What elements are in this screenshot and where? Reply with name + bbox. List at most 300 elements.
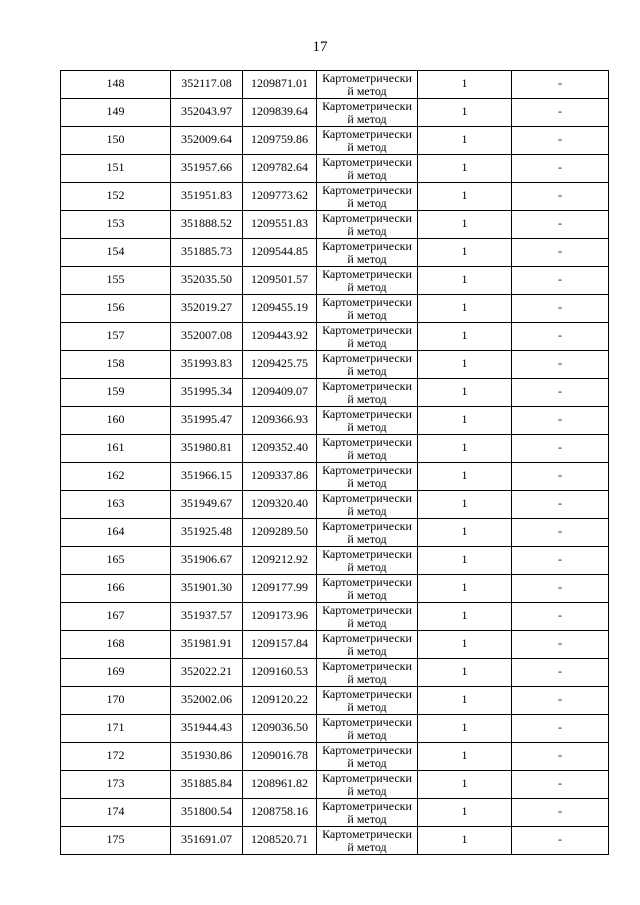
accuracy-cell	[418, 575, 512, 603]
x-coordinate-cell	[171, 99, 243, 127]
point-number: 166	[106, 580, 125, 594]
point-number: 159	[106, 384, 125, 398]
method-cell	[317, 799, 418, 827]
note-cell	[512, 687, 609, 715]
table-row	[61, 743, 609, 771]
x-coordinate: 351901.30	[181, 580, 232, 594]
note-cell	[512, 603, 609, 631]
point-number-cell	[61, 743, 171, 771]
y-coordinate: 1209544.85	[251, 244, 308, 258]
x-coordinate-cell	[171, 715, 243, 743]
note-value: -	[558, 552, 562, 566]
method-cell	[317, 267, 418, 295]
y-coordinate: 1209425.75	[251, 356, 308, 370]
point-number: 165	[106, 552, 125, 566]
note-value: -	[558, 216, 562, 230]
y-coordinate-cell	[243, 799, 317, 827]
y-coordinate-cell	[243, 463, 317, 491]
method-line-2: й метод	[347, 840, 387, 854]
point-number: 168	[106, 636, 125, 650]
y-coordinate-cell	[243, 687, 317, 715]
accuracy-cell	[418, 71, 512, 99]
x-coordinate: 352043.97	[181, 104, 232, 118]
point-number-cell	[61, 127, 171, 155]
note-value: -	[558, 664, 562, 678]
x-coordinate-cell	[171, 71, 243, 99]
table-row	[61, 351, 609, 379]
point-number-cell	[61, 435, 171, 463]
table-row	[61, 799, 609, 827]
point-number: 152	[106, 188, 125, 202]
method-line-1: Картометрически	[322, 603, 412, 617]
method-cell	[317, 491, 418, 519]
accuracy-cell	[418, 351, 512, 379]
point-number-cell	[61, 407, 171, 435]
note-cell	[512, 659, 609, 687]
accuracy-value: 1	[461, 328, 468, 342]
method-cell	[317, 435, 418, 463]
accuracy-cell	[418, 155, 512, 183]
x-coordinate: 351966.15	[181, 468, 232, 482]
note-cell	[512, 351, 609, 379]
note-cell	[512, 799, 609, 827]
accuracy-value: 1	[461, 76, 468, 90]
x-coordinate-cell	[171, 491, 243, 519]
note-cell	[512, 491, 609, 519]
method-line-2: й метод	[347, 224, 387, 238]
x-coordinate: 351885.73	[181, 244, 232, 258]
point-number-cell	[61, 575, 171, 603]
accuracy-value: 1	[461, 244, 468, 258]
accuracy-value: 1	[461, 636, 468, 650]
y-coordinate-cell	[243, 183, 317, 211]
method-line-1: Картометрически	[322, 491, 412, 505]
method-cell	[317, 743, 418, 771]
note-cell	[512, 407, 609, 435]
point-number: 162	[106, 468, 125, 482]
y-coordinate: 1209551.83	[251, 216, 308, 230]
accuracy-value: 1	[461, 524, 468, 538]
accuracy-value: 1	[461, 356, 468, 370]
x-coordinate-cell	[171, 379, 243, 407]
accuracy-cell	[418, 463, 512, 491]
method-cell	[317, 211, 418, 239]
point-number: 172	[106, 748, 125, 762]
accuracy-value: 1	[461, 384, 468, 398]
y-coordinate: 1209173.96	[251, 608, 308, 622]
y-coordinate: 1209501.57	[251, 272, 308, 286]
point-number-cell	[61, 295, 171, 323]
method-line-1: Картометрически	[322, 519, 412, 533]
y-coordinate-cell	[243, 603, 317, 631]
method-line-2: й метод	[347, 364, 387, 378]
method-line-2: й метод	[347, 644, 387, 658]
method-cell	[317, 239, 418, 267]
note-cell	[512, 827, 609, 855]
x-coordinate-cell	[171, 239, 243, 267]
accuracy-cell	[418, 295, 512, 323]
x-coordinate: 352002.06	[181, 692, 232, 706]
y-coordinate: 1209871.01	[251, 76, 308, 90]
method-line-2: й метод	[347, 784, 387, 798]
note-value: -	[558, 496, 562, 510]
x-coordinate: 351937.57	[181, 608, 232, 622]
method-line-2: й метод	[347, 504, 387, 518]
accuracy-cell	[418, 631, 512, 659]
note-cell	[512, 99, 609, 127]
note-value: -	[558, 692, 562, 706]
y-coordinate: 1208758.16	[251, 804, 308, 818]
x-coordinate: 352022.21	[181, 664, 232, 678]
table-row	[61, 603, 609, 631]
note-cell	[512, 211, 609, 239]
accuracy-cell	[418, 547, 512, 575]
accuracy-cell	[418, 603, 512, 631]
method-line-1: Картометрически	[322, 575, 412, 589]
method-cell	[317, 715, 418, 743]
method-cell	[317, 771, 418, 799]
note-value: -	[558, 468, 562, 482]
point-number-cell	[61, 71, 171, 99]
note-cell	[512, 463, 609, 491]
table-row	[61, 183, 609, 211]
method-line-2: й метод	[347, 252, 387, 266]
method-line-1: Картометрически	[322, 715, 412, 729]
note-cell	[512, 631, 609, 659]
method-line-2: й метод	[347, 560, 387, 574]
point-number: 160	[106, 412, 125, 426]
method-line-2: й метод	[347, 448, 387, 462]
method-cell	[317, 323, 418, 351]
method-line-2: й метод	[347, 392, 387, 406]
note-cell	[512, 519, 609, 547]
method-line-1: Картометрически	[322, 155, 412, 169]
point-number-cell	[61, 267, 171, 295]
y-coordinate: 1209016.78	[251, 748, 308, 762]
method-line-1: Картометрически	[322, 211, 412, 225]
x-coordinate: 351944.43	[181, 720, 232, 734]
note-cell	[512, 267, 609, 295]
note-cell	[512, 715, 609, 743]
method-line-2: й метод	[347, 84, 387, 98]
table-row	[61, 463, 609, 491]
method-cell	[317, 99, 418, 127]
point-number: 161	[106, 440, 125, 454]
point-number: 157	[106, 328, 125, 342]
y-coordinate-cell	[243, 211, 317, 239]
method-line-2: й метод	[347, 588, 387, 602]
x-coordinate-cell	[171, 183, 243, 211]
note-value: -	[558, 104, 562, 118]
accuracy-value: 1	[461, 776, 468, 790]
x-coordinate: 351885.84	[181, 776, 232, 790]
method-cell	[317, 827, 418, 855]
accuracy-cell	[418, 491, 512, 519]
accuracy-value: 1	[461, 412, 468, 426]
method-line-1: Картометрически	[322, 463, 412, 477]
x-coordinate-cell	[171, 323, 243, 351]
x-coordinate-cell	[171, 575, 243, 603]
method-line-2: й метод	[347, 420, 387, 434]
x-coordinate-cell	[171, 435, 243, 463]
method-line-1: Картометрически	[322, 687, 412, 701]
accuracy-value: 1	[461, 216, 468, 230]
x-coordinate-cell	[171, 463, 243, 491]
y-coordinate: 1209773.62	[251, 188, 308, 202]
accuracy-cell	[418, 211, 512, 239]
accuracy-cell	[418, 827, 512, 855]
y-coordinate: 1209352.40	[251, 440, 308, 454]
y-coordinate-cell	[243, 575, 317, 603]
method-line-1: Картометрически	[322, 99, 412, 113]
point-number: 153	[106, 216, 125, 230]
method-cell	[317, 547, 418, 575]
point-number: 170	[106, 692, 125, 706]
table-row	[61, 239, 609, 267]
method-line-2: й метод	[347, 756, 387, 770]
y-coordinate-cell	[243, 407, 317, 435]
method-cell	[317, 687, 418, 715]
note-value: -	[558, 832, 562, 846]
method-cell	[317, 603, 418, 631]
table-row	[61, 687, 609, 715]
y-coordinate-cell	[243, 631, 317, 659]
table-row	[61, 379, 609, 407]
table-row	[61, 295, 609, 323]
x-coordinate-cell	[171, 687, 243, 715]
accuracy-value: 1	[461, 552, 468, 566]
point-number: 148	[106, 76, 125, 90]
y-coordinate-cell	[243, 491, 317, 519]
note-cell	[512, 155, 609, 183]
note-value: -	[558, 776, 562, 790]
y-coordinate-cell	[243, 659, 317, 687]
note-value: -	[558, 580, 562, 594]
method-cell	[317, 71, 418, 99]
table-row	[61, 519, 609, 547]
accuracy-value: 1	[461, 692, 468, 706]
method-cell	[317, 519, 418, 547]
coordinates-table-body	[61, 71, 609, 855]
page-number: 17	[312, 39, 328, 55]
point-number: 149	[106, 104, 125, 118]
point-number-cell	[61, 715, 171, 743]
point-number: 156	[106, 300, 125, 314]
x-coordinate-cell	[171, 295, 243, 323]
y-coordinate-cell	[243, 519, 317, 547]
accuracy-cell	[418, 407, 512, 435]
point-number: 155	[106, 272, 125, 286]
y-coordinate: 1208520.71	[251, 832, 308, 846]
y-coordinate: 1209157.84	[251, 636, 308, 650]
table-row	[61, 631, 609, 659]
method-line-2: й метод	[347, 308, 387, 322]
note-value: -	[558, 720, 562, 734]
table-row	[61, 547, 609, 575]
accuracy-cell	[418, 687, 512, 715]
method-line-2: й метод	[347, 112, 387, 126]
method-line-1: Картометрически	[322, 547, 412, 561]
point-number: 150	[106, 132, 125, 146]
point-number-cell	[61, 379, 171, 407]
point-number-cell	[61, 323, 171, 351]
y-coordinate-cell	[243, 99, 317, 127]
y-coordinate: 1209120.22	[251, 692, 308, 706]
table-row	[61, 323, 609, 351]
x-coordinate-cell	[171, 659, 243, 687]
method-line-2: й метод	[347, 672, 387, 686]
method-line-1: Картометрически	[322, 659, 412, 673]
table-row	[61, 771, 609, 799]
y-coordinate: 1209160.53	[251, 664, 308, 678]
point-number: 171	[106, 720, 125, 734]
note-value: -	[558, 76, 562, 90]
table-row	[61, 715, 609, 743]
x-coordinate-cell	[171, 799, 243, 827]
x-coordinate: 352007.08	[181, 328, 232, 342]
accuracy-value: 1	[461, 496, 468, 510]
method-line-2: й метод	[347, 812, 387, 826]
accuracy-value: 1	[461, 188, 468, 202]
note-value: -	[558, 188, 562, 202]
x-coordinate: 351980.81	[181, 440, 232, 454]
accuracy-cell	[418, 519, 512, 547]
x-coordinate-cell	[171, 267, 243, 295]
y-coordinate-cell	[243, 827, 317, 855]
x-coordinate: 351906.67	[181, 552, 232, 566]
method-line-2: й метод	[347, 476, 387, 490]
note-value: -	[558, 160, 562, 174]
note-value: -	[558, 524, 562, 538]
method-line-1: Картометрически	[322, 827, 412, 841]
point-number-cell	[61, 827, 171, 855]
method-line-1: Картометрически	[322, 771, 412, 785]
y-coordinate-cell	[243, 239, 317, 267]
note-cell	[512, 127, 609, 155]
x-coordinate-cell	[171, 771, 243, 799]
note-value: -	[558, 384, 562, 398]
note-value: -	[558, 804, 562, 818]
method-line-2: й метод	[347, 700, 387, 714]
method-cell	[317, 631, 418, 659]
accuracy-cell	[418, 771, 512, 799]
note-cell	[512, 183, 609, 211]
y-coordinate: 1209036.50	[251, 720, 308, 734]
method-line-2: й метод	[347, 336, 387, 350]
x-coordinate: 351949.67	[181, 496, 232, 510]
point-number-cell	[61, 99, 171, 127]
y-coordinate-cell	[243, 379, 317, 407]
x-coordinate: 351691.07	[181, 832, 232, 846]
method-line-2: й метод	[347, 280, 387, 294]
point-number-cell	[61, 631, 171, 659]
note-value: -	[558, 328, 562, 342]
x-coordinate-cell	[171, 547, 243, 575]
method-line-1: Картометрически	[322, 407, 412, 421]
method-line-1: Картометрически	[322, 183, 412, 197]
note-value: -	[558, 356, 562, 370]
point-number: 164	[106, 524, 125, 538]
note-cell	[512, 547, 609, 575]
x-coordinate: 351957.66	[181, 160, 232, 174]
x-coordinate-cell	[171, 351, 243, 379]
x-coordinate: 352117.08	[181, 76, 232, 90]
accuracy-cell	[418, 127, 512, 155]
accuracy-cell	[418, 323, 512, 351]
x-coordinate: 351995.34	[181, 384, 232, 398]
y-coordinate-cell	[243, 323, 317, 351]
accuracy-value: 1	[461, 468, 468, 482]
accuracy-cell	[418, 379, 512, 407]
table-row	[61, 407, 609, 435]
point-number: 174	[106, 804, 125, 818]
point-number-cell	[61, 155, 171, 183]
accuracy-value: 1	[461, 832, 468, 846]
note-value: -	[558, 440, 562, 454]
accuracy-cell	[418, 715, 512, 743]
method-cell	[317, 295, 418, 323]
method-cell	[317, 575, 418, 603]
y-coordinate-cell	[243, 715, 317, 743]
y-coordinate: 1209320.40	[251, 496, 308, 510]
y-coordinate-cell	[243, 267, 317, 295]
method-line-1: Картометрически	[322, 631, 412, 645]
y-coordinate-cell	[243, 547, 317, 575]
y-coordinate-cell	[243, 351, 317, 379]
y-coordinate: 1209337.86	[251, 468, 308, 482]
accuracy-value: 1	[461, 580, 468, 594]
method-line-1: Картометрически	[322, 127, 412, 141]
table-row	[61, 267, 609, 295]
point-number: 175	[106, 832, 125, 846]
y-coordinate: 1209409.07	[251, 384, 308, 398]
table-row	[61, 127, 609, 155]
x-coordinate-cell	[171, 603, 243, 631]
accuracy-value: 1	[461, 132, 468, 146]
point-number-cell	[61, 463, 171, 491]
point-number-cell	[61, 239, 171, 267]
method-line-1: Картометрически	[322, 239, 412, 253]
method-cell	[317, 351, 418, 379]
accuracy-cell	[418, 267, 512, 295]
point-number: 151	[106, 160, 125, 174]
point-number: 173	[106, 776, 125, 790]
y-coordinate-cell	[243, 127, 317, 155]
method-line-1: Картометрически	[322, 435, 412, 449]
point-number: 167	[106, 608, 125, 622]
y-coordinate: 1209759.86	[251, 132, 308, 146]
note-value: -	[558, 608, 562, 622]
method-line-1: Картометрически	[322, 71, 412, 85]
y-coordinate: 1209455.19	[251, 300, 308, 314]
accuracy-value: 1	[461, 720, 468, 734]
x-coordinate-cell	[171, 127, 243, 155]
x-coordinate-cell	[171, 407, 243, 435]
note-cell	[512, 379, 609, 407]
x-coordinate-cell	[171, 743, 243, 771]
method-line-1: Картометрически	[322, 379, 412, 393]
method-cell	[317, 659, 418, 687]
note-cell	[512, 323, 609, 351]
y-coordinate-cell	[243, 743, 317, 771]
accuracy-cell	[418, 659, 512, 687]
note-value: -	[558, 300, 562, 314]
accuracy-cell	[418, 99, 512, 127]
x-coordinate-cell	[171, 211, 243, 239]
point-number: 158	[106, 356, 125, 370]
point-number-cell	[61, 659, 171, 687]
accuracy-cell	[418, 183, 512, 211]
